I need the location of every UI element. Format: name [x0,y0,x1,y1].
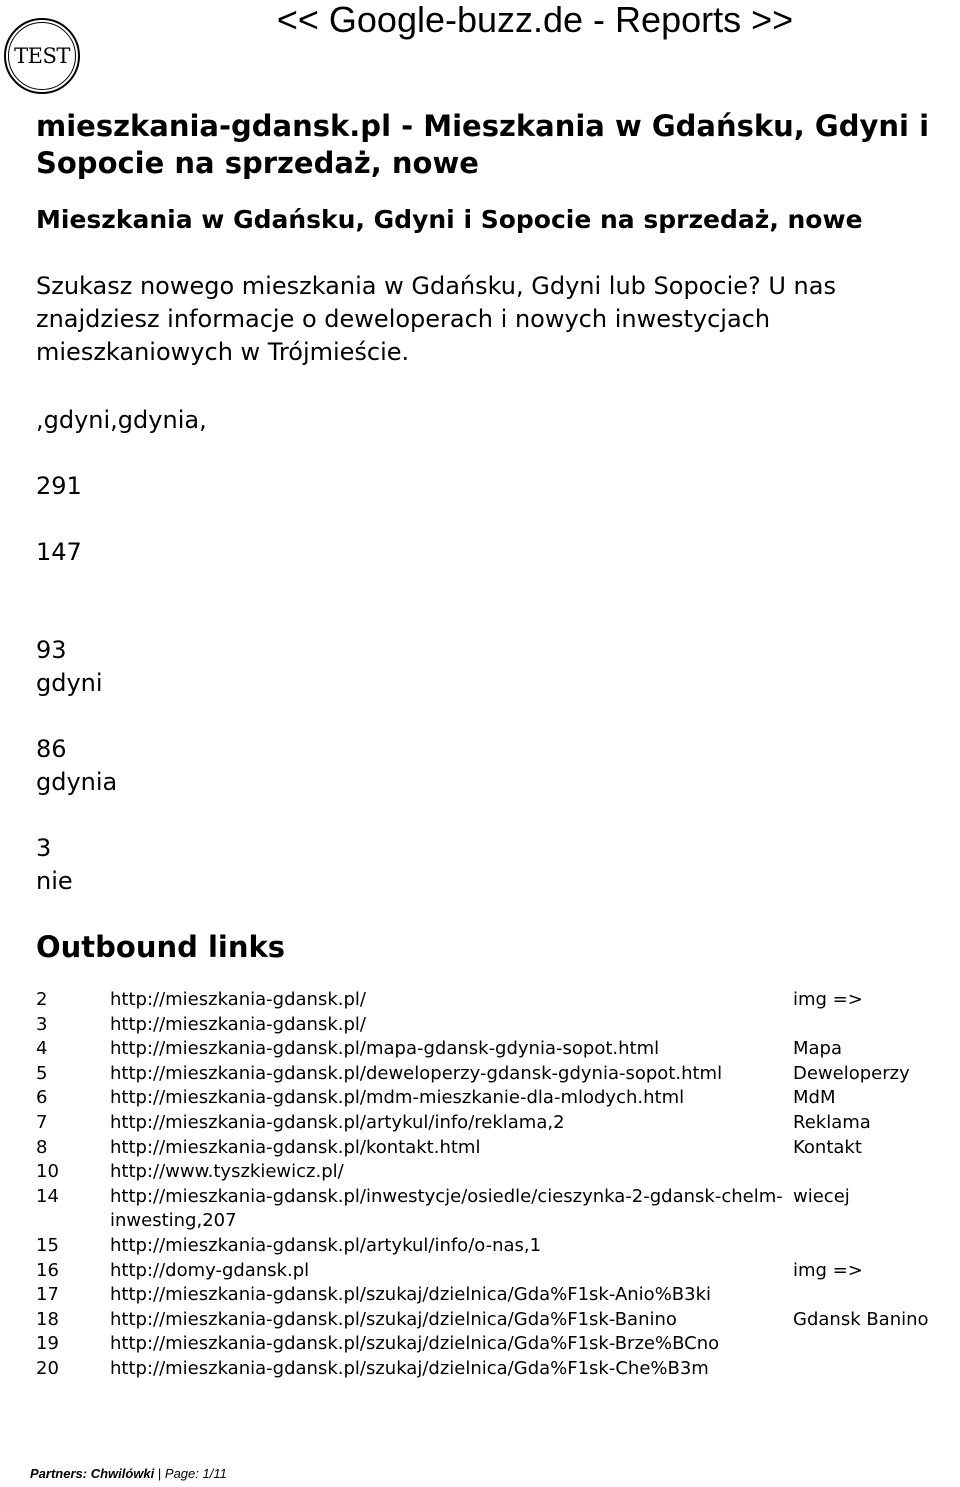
page-description: Szukasz nowego mieszkania w Gdańsku, Gdyni lub Sopocie? U nas znajdziesz informacje o deweloperach i nowych inwestycjach mieszkaniowych w Trójmieście. [36,272,836,366]
sub-heading: Mieszkania w Gdańsku, Gdyni i Sopocie na sprzedaż, nowe [36,205,863,234]
link-url[interactable]: http://mieszkania-gdansk.pl/szukaj/dzielnica/Gda%F1sk-Anio%B3ki [110,1284,712,1306]
link-number: 18 [36,1308,59,1330]
link-label [793,1013,936,1038]
keyword-entry [36,634,103,700]
table-row [36,1185,936,1234]
link-number: 4 [36,1038,48,1060]
table-row [36,1332,936,1357]
footer-separator: | [157,1466,162,1481]
partner-link[interactable]: Chwilówki [90,1466,155,1481]
link-label: Kontakt [793,1136,862,1158]
keyword-word: gdynia [36,768,118,796]
table-row [36,1160,936,1185]
link-number: 3 [36,1013,48,1035]
link-number: 15 [36,1234,59,1256]
link-number: 10 [36,1161,59,1183]
table-row [36,988,936,1013]
link-label: img => [793,1259,863,1281]
word-count-unique: 147 [36,538,82,566]
table-row [36,1013,936,1038]
keyword-count: 3 [36,834,52,862]
word-count-total: 291 [36,472,82,500]
link-label: MdM [793,1087,836,1109]
report-title: << Google-buzz.de - Reports >> [276,0,794,40]
link-number: 8 [36,1136,48,1158]
link-label: Mapa [793,1038,843,1060]
link-label: Deweloperzy [793,1062,910,1084]
link-label: img => [793,989,863,1010]
link-url[interactable]: http://mieszkania-gdansk.pl/inwestycje/osiedle/cieszynka-2-gdansk-chelm-inwesting,207 [110,1185,783,1232]
link-number: 17 [36,1284,59,1306]
partners-label: Partners: [30,1466,88,1481]
keyword-count: 86 [36,735,67,763]
link-url[interactable]: http://mieszkania-gdansk.pl/deweloperzy-gdansk-gdynia-sopot.html [110,1062,723,1084]
table-row [36,1086,936,1111]
link-label [793,1160,936,1185]
keywords-line: ,gdyni,gdynia, [36,406,207,434]
table-row [36,1259,936,1284]
page-heading: mieszkania-gdansk.pl - Mieszkania w Gdańsku, Gdyni i Sopocie na sprzedaż, nowe [36,109,930,180]
link-number: 5 [36,1062,48,1084]
link-label: Reklama [793,1111,871,1133]
link-number: 20 [36,1357,59,1379]
outbound-links-heading: Outbound links [36,930,286,964]
page-footer [30,1466,227,1482]
link-url[interactable]: http://mieszkania-gdansk.pl/szukaj/dzielnica/Gda%F1sk-Brze%BCno [110,1333,720,1355]
keyword-entry [36,733,117,799]
link-url[interactable]: http://mieszkania-gdansk.pl/kontakt.html [110,1136,481,1158]
link-label: wiecej [793,1185,850,1207]
table-row [36,1234,936,1259]
link-url[interactable]: http://mieszkania-gdansk.pl/artykul/info/reklama,2 [110,1111,565,1133]
page-label: Page: [164,1466,199,1481]
link-label [793,1357,936,1382]
table-row [36,1062,936,1087]
link-number: 14 [36,1185,59,1207]
link-number: 6 [36,1087,48,1109]
link-url[interactable]: http://mieszkania-gdansk.pl/mdm-mieszkanie-dla-mlodych.html [110,1087,685,1109]
link-url[interactable]: http://mieszkania-gdansk.pl/ [110,989,366,1010]
table-row [36,1111,936,1136]
table-row [36,1283,936,1308]
keyword-count: 93 [36,636,67,664]
outbound-links-table [36,988,936,1382]
table-row [36,1308,936,1333]
link-number: 16 [36,1259,59,1281]
link-number: 7 [36,1111,48,1133]
link-url[interactable]: http://mieszkania-gdansk.pl/artykul/info/o-nas,1 [110,1234,542,1256]
link-url[interactable]: http://mieszkania-gdansk.pl/szukaj/dzielnica/Gda%F1sk-Banino [110,1308,677,1330]
link-url[interactable]: http://www.tyszkiewicz.pl/ [110,1161,344,1183]
table-row [36,1136,936,1161]
link-label: Gdansk Banino [793,1308,929,1330]
keyword-word: gdyni [36,669,103,697]
link-label [793,1234,936,1259]
logo-text: TEST [8,22,76,90]
table-row [36,1037,936,1062]
link-number: 2 [36,989,48,1010]
link-url[interactable]: http://mieszkania-gdansk.pl/szukaj/dzielnica/Gda%F1sk-Che%B3m [110,1357,709,1379]
link-label [793,1332,936,1357]
keyword-entry [36,832,73,898]
keyword-word: nie [36,867,73,895]
link-url[interactable]: http://domy-gdansk.pl [110,1259,310,1281]
table-row [36,1357,936,1382]
link-label [793,1283,936,1308]
link-url[interactable]: http://mieszkania-gdansk.pl/mapa-gdansk-gdynia-sopot.html [110,1038,660,1060]
link-number: 19 [36,1333,59,1355]
page-number: 1/11 [202,1466,227,1481]
link-url[interactable]: http://mieszkania-gdansk.pl/ [110,1013,366,1035]
